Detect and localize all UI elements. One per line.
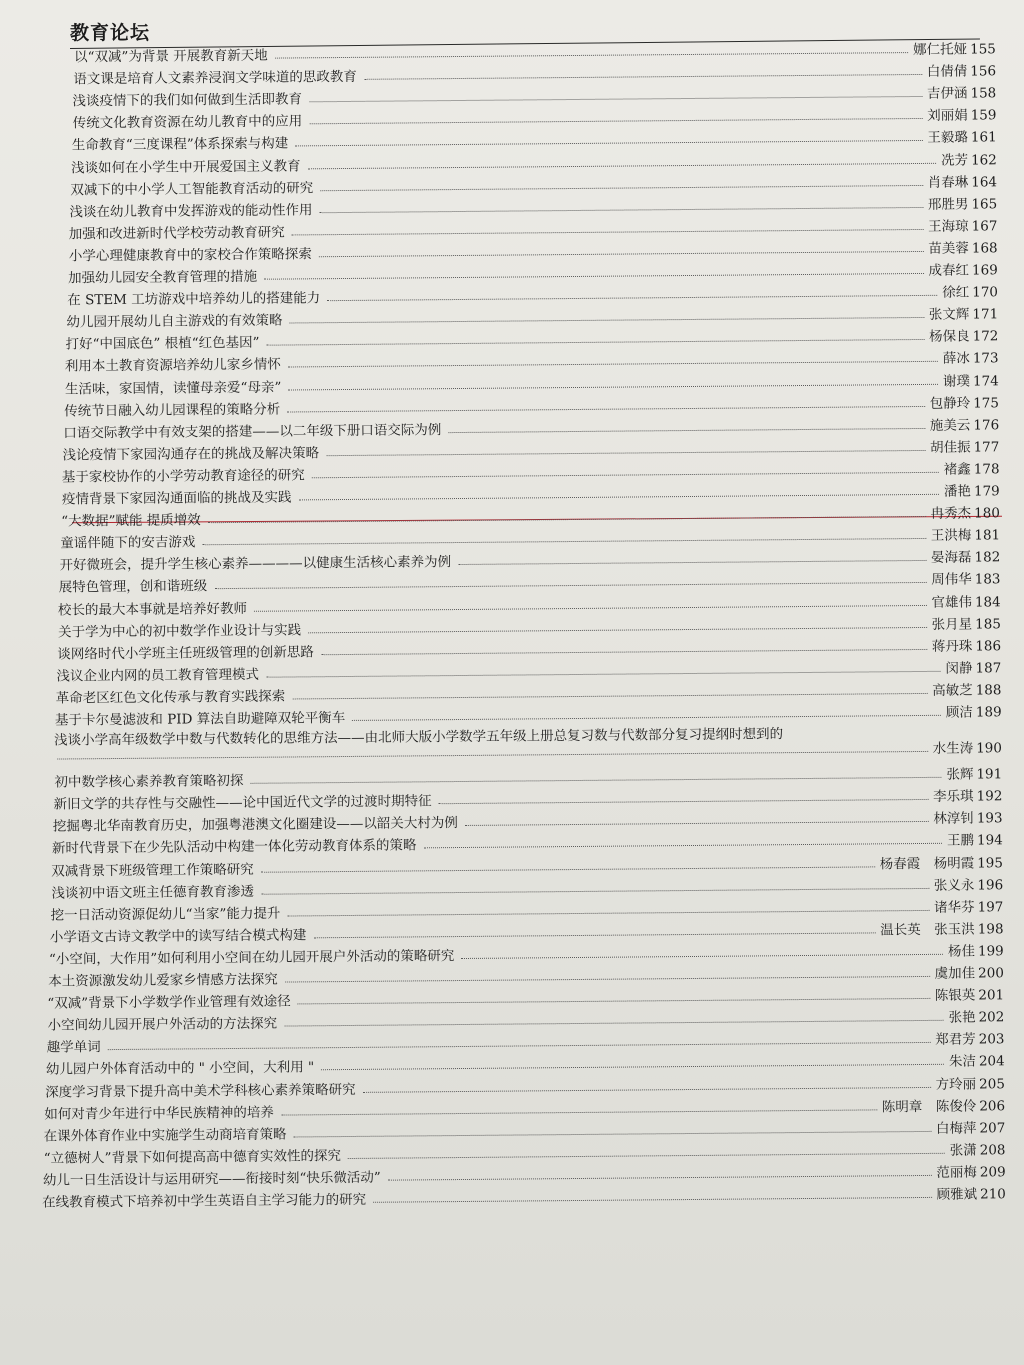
dot-leader bbox=[250, 777, 941, 784]
dot-leader bbox=[388, 1175, 932, 1181]
entry-page-number: 168 bbox=[971, 240, 998, 257]
entry-author: 白倩倩 bbox=[926, 63, 968, 81]
entry-page-number: 194 bbox=[976, 832, 1003, 849]
entry-page-number: 209 bbox=[979, 1164, 1006, 1181]
dot-leader bbox=[298, 998, 930, 1005]
entry-title: 如何对青少年进行中华民族精神的培养 bbox=[44, 1104, 274, 1123]
dot-leader bbox=[465, 821, 928, 826]
entry-author: 林淳钊 bbox=[933, 810, 974, 828]
entry-page-number: 208 bbox=[979, 1142, 1006, 1159]
dot-leader bbox=[261, 866, 875, 872]
entry-page-number: 174 bbox=[972, 372, 999, 390]
dot-leader bbox=[327, 295, 937, 301]
entry-author: 谢璞 bbox=[942, 373, 971, 390]
entry-title: 浅议企业内网的员工教育管理模式 bbox=[56, 666, 260, 685]
entry-title: 小学心理健康教育中的家校合作策略探索 bbox=[68, 246, 312, 265]
entry-page-number: 159 bbox=[970, 107, 997, 124]
dot-leader bbox=[287, 910, 929, 917]
dot-leader bbox=[289, 317, 923, 324]
entry-page-number: 182 bbox=[974, 549, 1001, 566]
entry-page-number: 172 bbox=[972, 328, 999, 345]
dot-leader bbox=[321, 1064, 944, 1070]
entry-page-number: 156 bbox=[970, 63, 997, 80]
entry-author: 温长英 张玉洪 bbox=[880, 921, 975, 939]
entry-title: 传统节日融入幼儿园课程的策略分析 bbox=[64, 401, 281, 420]
entry-title: “双减”背景下小学数学作业管理有效途径 bbox=[47, 993, 291, 1012]
entry-title: 本土资源激发幼儿爱家乡情感方法探究 bbox=[48, 971, 278, 990]
entry-page-number: 175 bbox=[973, 394, 1000, 412]
entry-page-number: 207 bbox=[979, 1119, 1006, 1137]
dot-leader bbox=[288, 383, 938, 390]
entry-author: 虞加佳 bbox=[934, 965, 976, 982]
entry-title: 开好微班会，提升学生核心素养————以健康生活核心素养为例 bbox=[59, 554, 452, 574]
entry-author: 晏海磊 bbox=[930, 549, 972, 567]
dot-leader bbox=[319, 251, 923, 257]
entry-title: 基于卡尔曼滤波和 PID 算法自助避障双轮平衡车 bbox=[54, 710, 346, 729]
entry-page-number: 162 bbox=[970, 151, 997, 169]
entry-title: 传统文化教育资源在幼儿教育中的应用 bbox=[72, 113, 303, 132]
dot-leader bbox=[292, 229, 923, 236]
entry-title: 幼儿园户外体育活动中的 " 小空间，大利用 " bbox=[45, 1059, 315, 1079]
entry-author: 方玲丽 bbox=[935, 1076, 977, 1093]
entry-author: 张月星 bbox=[931, 616, 973, 633]
entry-author: 张潇 bbox=[949, 1142, 977, 1159]
entry-author: 刘丽娟 bbox=[927, 107, 968, 125]
entry-title: 浅谈在幼儿教育中发挥游戏的能动性作用 bbox=[69, 201, 313, 221]
entry-page-number: 199 bbox=[977, 943, 1004, 960]
dot-leader bbox=[320, 185, 922, 191]
entry-page-number: 180 bbox=[974, 505, 1000, 522]
entry-author: 杨佳 bbox=[947, 943, 976, 960]
entry-page-number: 161 bbox=[970, 129, 997, 146]
section-title: 教育论坛 bbox=[70, 22, 151, 44]
entry-title: 双减背景下班级管理工作策略研究 bbox=[51, 861, 254, 880]
entry-author: 杨春霞 杨明霞 bbox=[879, 855, 975, 872]
entry-author: 徐红 bbox=[942, 284, 970, 301]
dot-leader bbox=[285, 976, 930, 983]
entry-title: 在 STEM 工坊游戏中培养幼儿的搭建能力 bbox=[67, 290, 321, 309]
entry-page-number: 193 bbox=[976, 810, 1003, 827]
entry-title: 小学语文古诗文教学中的读写结合模式构建 bbox=[49, 927, 307, 946]
entry-page-number: 169 bbox=[971, 262, 998, 279]
entry-title: “小空间，大作用”如何利用小空间在幼儿园开展户外活动的策略研究 bbox=[48, 947, 455, 968]
entry-author: 苗美蓉 bbox=[928, 240, 969, 257]
entry-author: 王洪梅 bbox=[930, 527, 972, 545]
entry-author: 闵静 bbox=[945, 660, 973, 677]
entry-page-number: 202 bbox=[978, 1009, 1005, 1026]
entry-author: 褚鑫 bbox=[943, 461, 971, 478]
entry-title: 校长的最大本事就是培养好教师 bbox=[57, 600, 248, 619]
entry-title: 双减下的中小学人工智能教育活动的研究 bbox=[70, 179, 314, 198]
entry-title: 趣学单词 bbox=[46, 1039, 101, 1056]
dot-leader bbox=[267, 339, 925, 346]
entry-title: 口语交际教学中有效支架的搭建——以二年级下册口语交际为例 bbox=[63, 421, 442, 442]
entry-title: 生命教育“三度课程”体系探索与构建 bbox=[71, 135, 289, 154]
entry-title: 童谣伴随下的安吉游戏 bbox=[60, 534, 196, 552]
dot-leader bbox=[281, 1109, 877, 1115]
entry-page-number: 179 bbox=[973, 483, 1000, 500]
entry-title: 幼儿一日生活设计与运用研究——衔接时刻“快乐微活动” bbox=[42, 1169, 381, 1189]
entry-author: 包静玲 bbox=[929, 395, 971, 412]
entry-author: 薛冰 bbox=[942, 350, 970, 368]
entry-author: 水生涛 bbox=[932, 740, 974, 757]
entry-title: “大数据”赋能 提质增效 bbox=[61, 512, 201, 530]
dot-leader bbox=[364, 74, 922, 80]
entry-page-number: 181 bbox=[974, 527, 1001, 544]
entry-author: 施美云 bbox=[929, 417, 971, 434]
entry-page-number: 192 bbox=[976, 788, 1003, 805]
entry-page-number: 155 bbox=[970, 41, 996, 58]
entry-title: 浅谈初中语文班主任德育教育渗透 bbox=[51, 883, 254, 902]
entry-title: 展特色管理，创和谐班级 bbox=[58, 578, 208, 596]
entry-page-number: 196 bbox=[977, 876, 1004, 894]
entry-author: 蒋丹珠 bbox=[931, 638, 973, 655]
entry-page-number: 206 bbox=[979, 1097, 1006, 1115]
dot-leader bbox=[352, 715, 941, 721]
dot-leader bbox=[287, 406, 924, 413]
entry-author: 邢胜男 bbox=[927, 196, 969, 213]
entry-author: 冉秀杰 bbox=[930, 505, 972, 522]
dot-leader bbox=[326, 450, 925, 456]
dot-leader bbox=[288, 361, 938, 368]
dot-leader bbox=[254, 604, 926, 611]
entry-author: 范丽梅 bbox=[936, 1164, 977, 1181]
entry-title: 生活味，家国情，读懂母亲爱“母亲” bbox=[64, 379, 282, 397]
dot-leader bbox=[309, 96, 922, 102]
dot-leader bbox=[264, 273, 923, 280]
dot-leader bbox=[319, 207, 922, 213]
entry-author: 王海琼 bbox=[928, 218, 969, 235]
entry-author: 顾雅斌 bbox=[936, 1186, 978, 1203]
entry-author: 张辉 bbox=[946, 766, 974, 783]
entry-page-number: 170 bbox=[972, 284, 999, 301]
entry-title: 初中数学核心素养教育策略初探 bbox=[54, 772, 244, 791]
entry-author: 娜仁托娅 bbox=[913, 41, 968, 59]
entry-title: 幼儿园开展幼儿自主游戏的有效策略 bbox=[66, 312, 283, 331]
entry-author: 高敏芝 bbox=[932, 682, 973, 699]
entry-title: 在线教育模式下培养初中学生英语自主学习能力的研究 bbox=[42, 1191, 367, 1211]
entry-page-number: 197 bbox=[977, 898, 1004, 916]
entry-page-number: 164 bbox=[971, 173, 998, 191]
entry-author: 李乐琪 bbox=[933, 788, 974, 806]
dot-leader bbox=[308, 627, 926, 633]
entry-page-number: 187 bbox=[975, 660, 1002, 677]
entry-page-number: 167 bbox=[971, 218, 998, 235]
entry-page-number: 190 bbox=[976, 740, 1003, 757]
entry-page-number: 178 bbox=[973, 461, 1000, 478]
entry-author: 吉伊涵 bbox=[926, 85, 968, 103]
entry-author: 诸华芬 bbox=[934, 899, 975, 916]
entry-page-number: 200 bbox=[978, 965, 1004, 982]
dot-leader bbox=[266, 671, 940, 678]
dot-leader bbox=[284, 1020, 943, 1027]
entry-title: 挖掘粤北华南教育历史，加强粤港澳文化圈建设——以韶关大村为例 bbox=[52, 815, 458, 835]
dot-leader bbox=[308, 162, 936, 168]
entry-author: 张文辉 bbox=[928, 306, 970, 324]
entry-author: 杨保良 bbox=[929, 328, 970, 346]
entry-author: 张艳 bbox=[948, 1009, 976, 1026]
entry-title: 在课外体育作业中实施学生动商培育策略 bbox=[43, 1126, 287, 1145]
entry-title: 小空间幼儿园开展户外活动的方法探究 bbox=[47, 1015, 278, 1034]
entry-page-number: 188 bbox=[975, 682, 1002, 699]
entry-title: 新旧文学的共存性与交融性——论中国近代文学的过渡时期特征 bbox=[53, 793, 432, 813]
entry-page-number: 173 bbox=[972, 350, 999, 367]
dot-leader bbox=[309, 118, 922, 124]
entry-author: 朱洁 bbox=[948, 1053, 976, 1071]
toc-entry bbox=[54, 720, 1006, 764]
entry-title: “立德树人”背景下如何提高高中德育实效性的探究 bbox=[43, 1147, 342, 1167]
entry-title: 语文课是培育人文素养浸润文学味道的思政教育 bbox=[73, 68, 357, 88]
entry-author: 周伟华 bbox=[931, 571, 972, 589]
entry-page-number: 186 bbox=[975, 637, 1002, 655]
entry-page-number: 185 bbox=[975, 615, 1001, 633]
entry-title: 浅论疫情下家园沟通存在的挑战及解决策略 bbox=[62, 445, 320, 464]
dot-leader bbox=[321, 649, 927, 655]
entry-page-number: 201 bbox=[978, 987, 1005, 1004]
entry-title: 以“双减”为背景 开展教育新天地 bbox=[74, 47, 268, 66]
entry-page-number: 191 bbox=[976, 766, 1003, 783]
dot-leader bbox=[275, 52, 908, 59]
entry-author: 顾洁 bbox=[945, 704, 973, 721]
entry-author: 冼芳 bbox=[940, 152, 969, 169]
entry-title: 浅谈小学高年级数学中数与代数转化的思维方法——由北师大版小学数学五年级上册总复习数与代数部分复习提纲时想到的 bbox=[54, 726, 784, 749]
entry-page-number: 204 bbox=[978, 1053, 1005, 1070]
entry-page-number: 184 bbox=[974, 593, 1001, 611]
dot-leader bbox=[261, 888, 929, 895]
entry-title: 革命老区红色文化传承与教育实践探索 bbox=[55, 688, 286, 707]
dot-leader bbox=[298, 494, 938, 501]
entry-author: 成春红 bbox=[928, 262, 970, 279]
entry-title: 新时代背景下在少先队活动中构建一体化劳动教育体系的策略 bbox=[51, 837, 417, 857]
dot-leader bbox=[439, 799, 928, 804]
dot-leader bbox=[348, 1153, 945, 1159]
entry-page-number: 177 bbox=[973, 439, 1000, 456]
entry-page-number: 165 bbox=[971, 195, 998, 213]
entry-title: 挖一日活动资源促幼儿“当家”能力提升 bbox=[50, 905, 281, 924]
entry-page-number: 203 bbox=[978, 1031, 1005, 1048]
dot-leader bbox=[373, 1197, 931, 1203]
entry-page-number: 195 bbox=[977, 854, 1004, 872]
entry-author: 王毅璐 bbox=[927, 129, 968, 147]
entry-title: 关于学为中心的初中数学作业设计与实践 bbox=[58, 621, 302, 641]
entry-title: 打好“中国底色” 根植“红色基因” bbox=[65, 335, 260, 353]
entry-page-number: 171 bbox=[972, 306, 999, 323]
dot-leader bbox=[295, 140, 922, 146]
entry-title: 加强和改进新时代学校劳动教育研究 bbox=[68, 224, 285, 243]
entry-title: 基于家校协作的小学劳动教育途径的研究 bbox=[61, 467, 305, 486]
entry-title: 浅谈疫情下的我们如何做到生活即教育 bbox=[72, 91, 303, 110]
entry-page-number: 205 bbox=[979, 1075, 1005, 1092]
entry-author: 郑君芳 bbox=[935, 1031, 976, 1049]
dot-leader bbox=[461, 954, 943, 959]
entry-title: 加强幼儿园安全教育管理的措施 bbox=[67, 268, 258, 287]
dot-leader bbox=[363, 1086, 931, 1092]
dot-leader bbox=[57, 751, 927, 760]
entry-author: 陈银英 bbox=[934, 987, 976, 1004]
entry-author: 潘艳 bbox=[943, 483, 972, 500]
dot-leader bbox=[313, 932, 875, 938]
entry-title: 深度学习背景下提升高中美术学科核心素养策略研究 bbox=[45, 1081, 356, 1101]
entry-title: 利用本土教育资源培养幼儿家乡情怀 bbox=[64, 356, 281, 375]
dot-leader bbox=[458, 560, 926, 565]
entry-title: 浅谈如何在小学生中开展爱国主义教育 bbox=[71, 157, 301, 176]
entry-title: 谈网络时代小学班主任班级管理的创新思路 bbox=[57, 643, 314, 663]
entry-page-number: 210 bbox=[980, 1186, 1006, 1203]
entry-author: 肖春琳 bbox=[927, 174, 969, 191]
entry-title: 疫情背景下家园沟通面临的挑战及实践 bbox=[61, 489, 292, 508]
entry-author: 张义永 bbox=[933, 877, 975, 894]
dot-leader bbox=[424, 843, 942, 849]
dot-leader bbox=[448, 428, 924, 433]
entry-author: 陈明章 陈俊伶 bbox=[881, 1098, 977, 1115]
entry-author: 王鹏 bbox=[946, 832, 975, 850]
entry-author: 胡佳振 bbox=[929, 439, 971, 456]
entry-page-number: 189 bbox=[975, 704, 1002, 721]
entry-author: 官雄伟 bbox=[931, 594, 972, 611]
dot-leader bbox=[312, 472, 939, 478]
entry-page-number: 158 bbox=[970, 85, 997, 102]
entry-page-number: 198 bbox=[977, 921, 1004, 938]
entry-page-number: 176 bbox=[973, 416, 1000, 434]
dot-leader bbox=[294, 1131, 931, 1138]
entry-page-number: 183 bbox=[974, 571, 1001, 588]
entry-author: 白梅萍 bbox=[935, 1120, 977, 1137]
dot-leader bbox=[292, 693, 927, 700]
